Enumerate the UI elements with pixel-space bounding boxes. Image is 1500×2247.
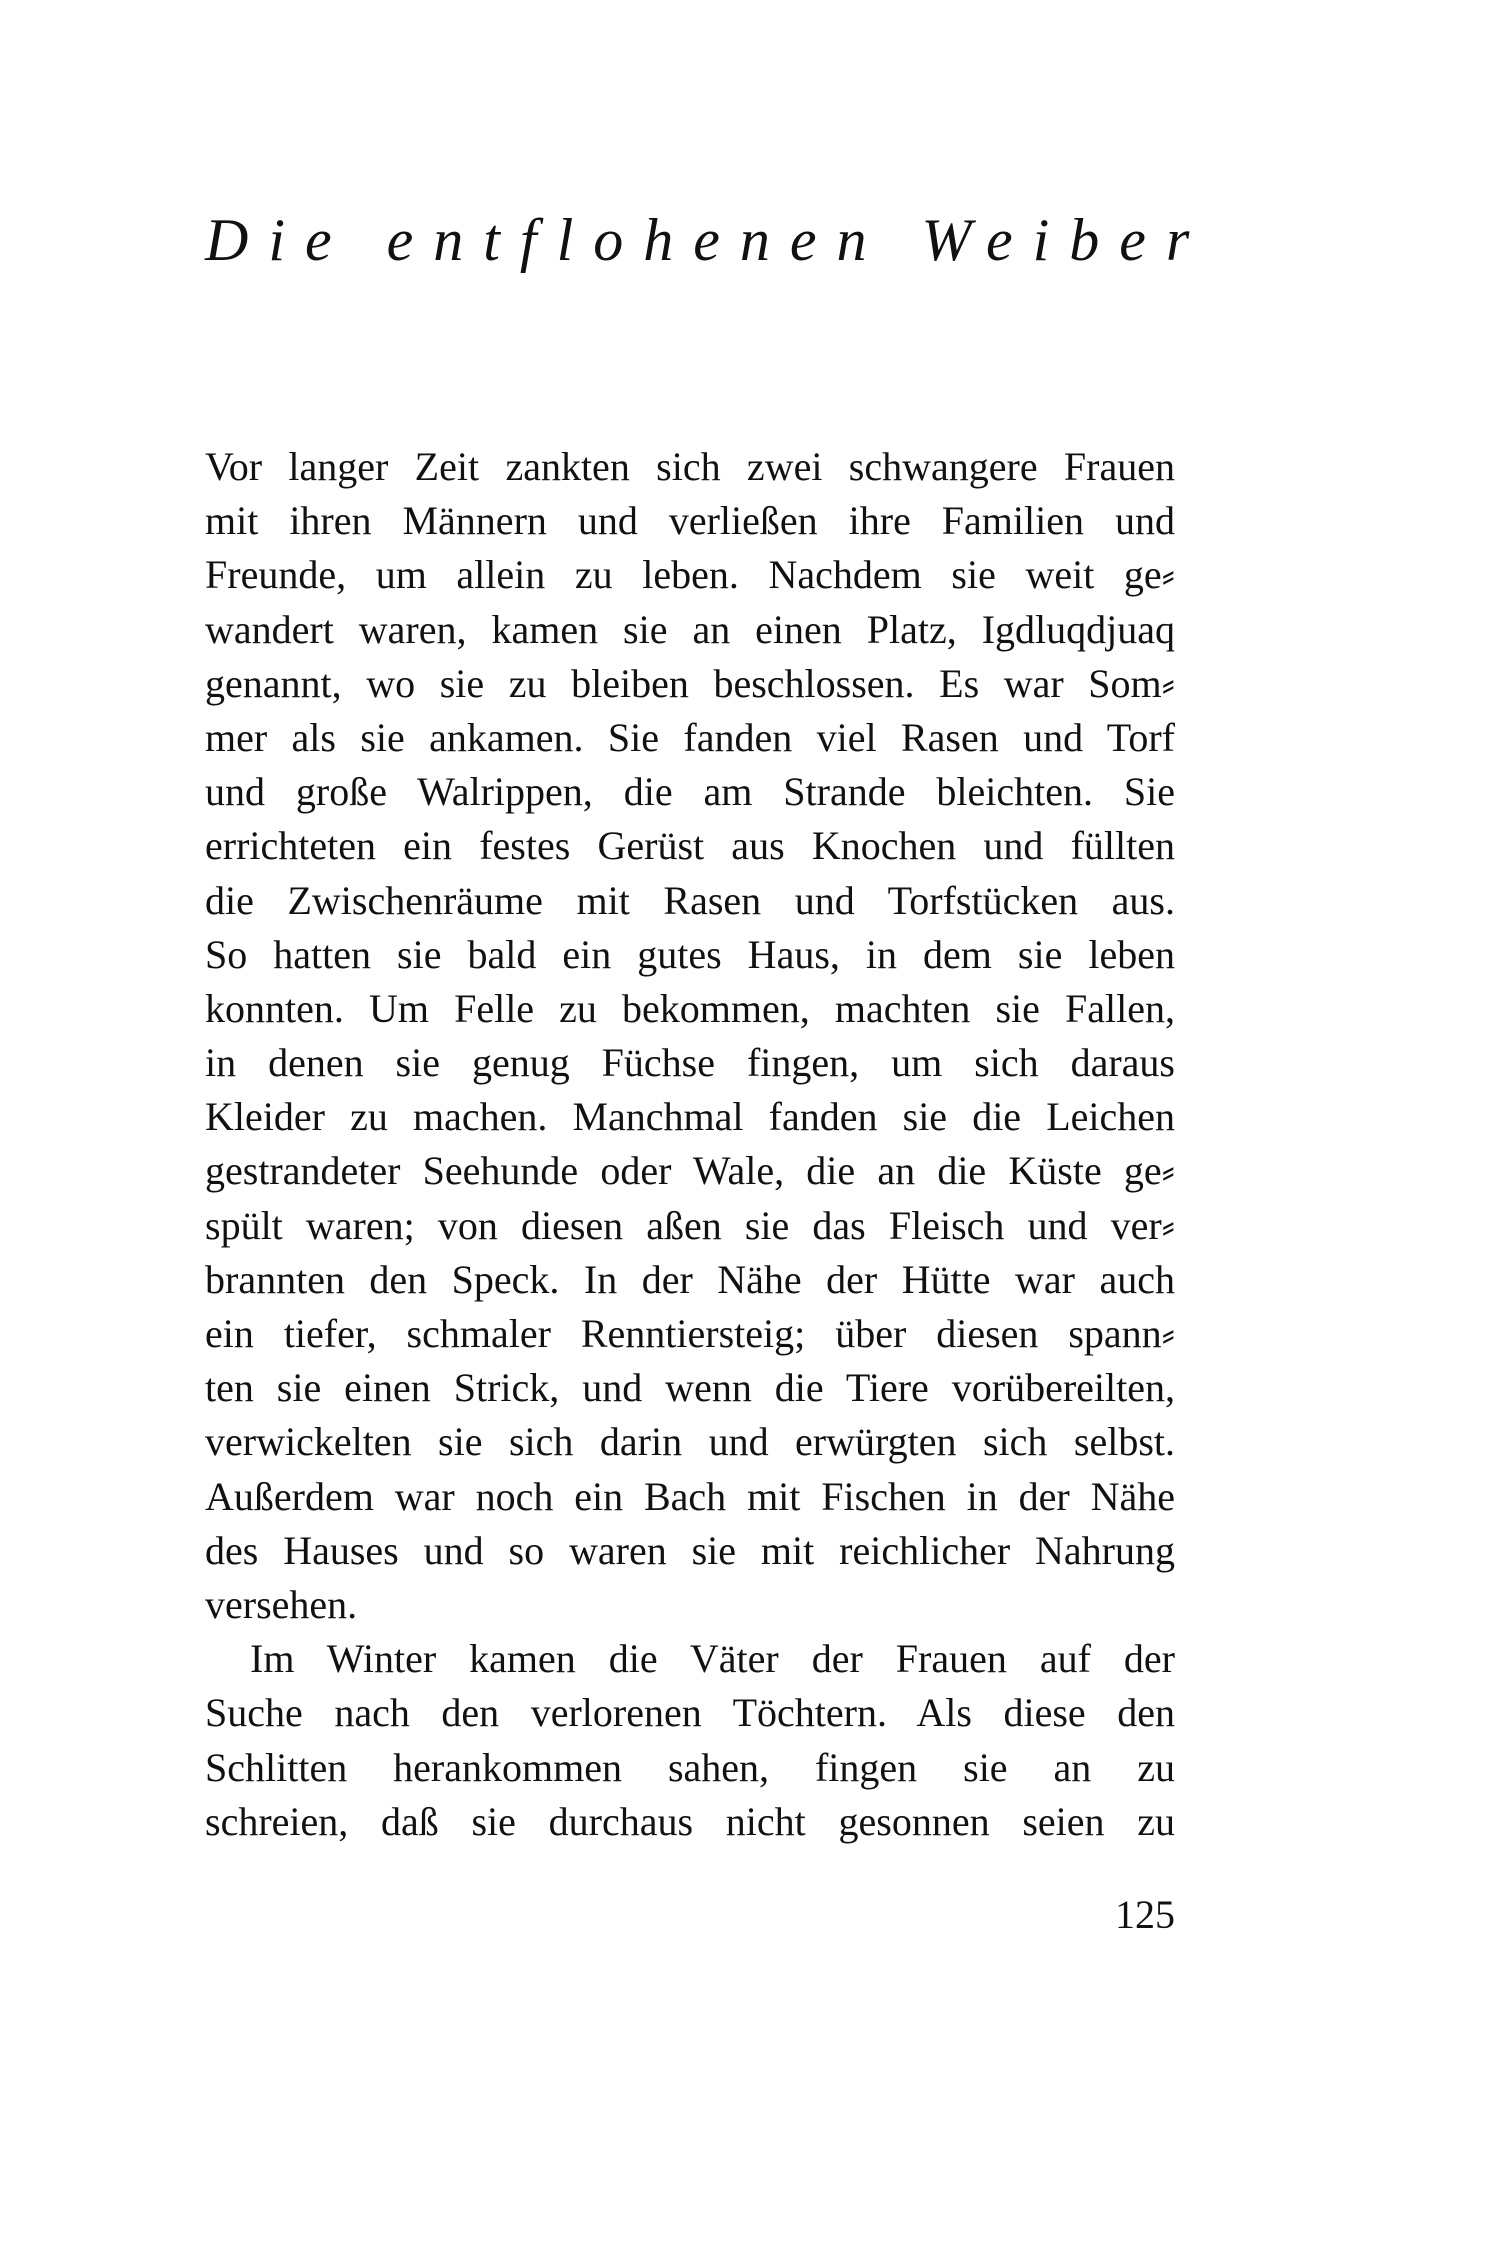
text-line: konnten. Um Felle zu bekommen, machten sie Fallen,	[205, 985, 1175, 1031]
text-line: So hatten sie bald ein gutes Haus, in dem sie leben	[205, 931, 1175, 977]
text-line: mer als sie ankamen. Sie fanden viel Rasen und Torf	[205, 714, 1175, 760]
page-number: 125	[1115, 1892, 1175, 1937]
chapter-title: Die entflohenen Weiber	[205, 207, 1210, 273]
text-line: gestrandeter Seehunde oder Wale, die an die Küste ge⸗	[205, 1148, 1175, 1194]
text-line: schreien, daß sie durchaus nicht gesonnen seien zu	[205, 1798, 1175, 1844]
body-text	[205, 440, 1175, 1849]
text-line: und große Walrippen, die am Strande bleichten. Sie	[205, 769, 1175, 815]
text-line: spült waren; von diesen aßen sie das Fleisch und ver⸗	[205, 1202, 1175, 1248]
text-line: errichteten ein festes Gerüst aus Knochen und füllten	[205, 823, 1175, 869]
text-line: ein tiefer, schmaler Renntiersteig; über diesen spann⸗	[205, 1311, 1175, 1356]
text-line: wandert waren, kamen sie an einen Platz, Igdluqdjuaq	[205, 606, 1175, 652]
text-line: Vor langer Zeit zankten sich zwei schwangere Frauen	[205, 444, 1175, 489]
text-line: Schlitten herankommen sahen, fingen sie an zu	[205, 1744, 1175, 1790]
text-line: Suche nach den verlorenen Töchtern. Als diese den	[205, 1690, 1175, 1736]
text-line: Im Winter kamen die Väter der Frauen auf der	[250, 1636, 1175, 1682]
text-line: ten sie einen Strick, und wenn die Tiere vorübereilten,	[205, 1365, 1175, 1411]
text-line: brannten den Speck. In der Nähe der Hütte war auch	[205, 1256, 1175, 1302]
text-line: die Zwischenräume mit Rasen und Torfstücken aus.	[205, 877, 1175, 923]
text-line: Außerdem war noch ein Bach mit Fischen in der Nähe	[205, 1473, 1175, 1519]
text-line: in denen sie genug Füchse fingen, um sich daraus	[205, 1040, 1175, 1086]
text-line: genannt, wo sie zu bleiben beschlossen. Es war Som⸗	[205, 660, 1175, 706]
text-line: verwickelten sie sich darin und erwürgten sich selbst.	[205, 1419, 1175, 1465]
text-line: Kleider zu machen. Manchmal fanden sie die Leichen	[205, 1094, 1175, 1140]
text-line: des Hauses und so waren sie mit reichlicher Nahrung	[205, 1527, 1175, 1573]
text-line: Freunde, um allein zu leben. Nachdem sie weit ge⸗	[205, 552, 1175, 598]
text-line: versehen.	[205, 1581, 358, 1627]
text-line: mit ihren Männern und verließen ihre Familien und	[205, 498, 1175, 544]
